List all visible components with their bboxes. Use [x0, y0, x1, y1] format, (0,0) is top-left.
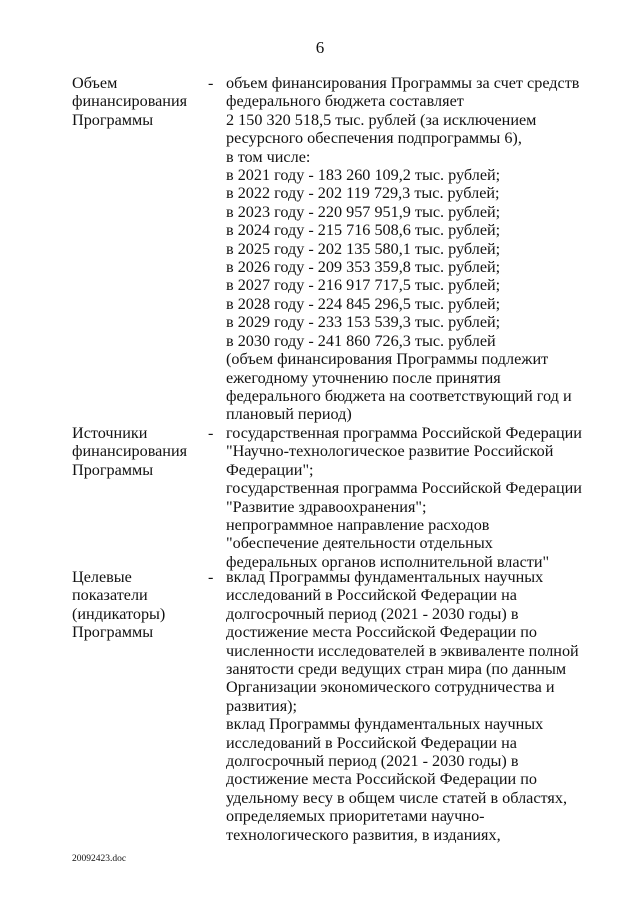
content-line: непрограммное направление расходов — [226, 516, 490, 535]
content-line: Федерации"; — [226, 460, 314, 479]
label-line: (индикаторы) — [72, 604, 166, 623]
label-line: финансирования — [72, 442, 188, 461]
label-line: Объем — [72, 74, 118, 92]
label-line: показатели — [72, 586, 148, 605]
content-line: достижение места Российской Федерации по — [226, 623, 537, 642]
content-line: в 2026 году - 209 353 359,8 тыс. рублей; — [226, 258, 501, 277]
content-line: определяемых приоритетами научно- — [226, 807, 485, 826]
label-line: Программы — [72, 460, 154, 479]
content-line: "обеспечение деятельности отдельных — [226, 534, 493, 553]
content-line: плановый период) — [226, 405, 352, 424]
content-line: вклад Программы фундаментальных научных — [226, 715, 544, 734]
section-dash: - — [208, 568, 214, 586]
content-line: численности исследователей в эквиваленте полной — [226, 641, 579, 660]
content-line: долгосрочный период (2021 - 2030 годы) в — [226, 604, 519, 623]
content-line: удельному весу в общем числе статей в областях, — [226, 788, 567, 807]
content-line: развития); — [226, 696, 298, 715]
section-dash: - — [208, 74, 214, 92]
label-line: Программы — [72, 623, 154, 642]
content-line: (объем финансирования Программы подлежит — [226, 350, 549, 369]
content-line: в 2022 году - 202 119 729,3 тыс. рублей; — [226, 184, 500, 203]
content-line: ресурсного обеспечения подпрограммы 6), — [226, 129, 522, 148]
content-line: достижение места Российской Федерации по — [226, 770, 537, 789]
label-line: финансирования — [72, 92, 188, 111]
label-line: Источники — [72, 424, 148, 442]
document-filename-footer: 20092423.doc — [72, 854, 127, 864]
content-line: "Развитие здравоохранения"; — [226, 497, 427, 516]
content-line: технологического развития, в изданиях, — [226, 825, 501, 844]
content-line: в 2027 году - 216 917 717,5 тыс. рублей; — [226, 276, 501, 295]
label-line: Программы — [72, 110, 154, 129]
section-label — [72, 568, 202, 642]
content-line: ежегодному уточнению после принятия — [226, 368, 501, 387]
content-line: в 2025 году - 202 135 580,1 тыс. рублей; — [226, 239, 501, 258]
content-line: в 2023 году - 220 957 951,9 тыс. рублей; — [226, 202, 501, 221]
content-line: 2 150 320 518,5 тыс. рублей (за исключением — [226, 110, 537, 129]
content-line: исследований в Российской Федерации на — [226, 733, 517, 752]
section-dash: - — [208, 424, 214, 442]
section-label — [72, 74, 202, 129]
section-content — [226, 568, 596, 844]
content-line: государственная программа Российской Федерации — [226, 479, 582, 498]
content-line: федеральных органов исполнительной власти" — [226, 552, 550, 571]
content-line: в 2028 году - 224 845 296,5 тыс. рублей; — [226, 294, 501, 313]
content-line: федерального бюджета составляет — [226, 92, 464, 111]
section-content — [226, 424, 596, 571]
content-line: в 2021 году - 183 260 109,2 тыс. рублей; — [226, 166, 501, 185]
page-number: 6 — [315, 38, 325, 57]
content-line: в 2030 году - 241 860 726,3 тыс. рублей — [226, 331, 496, 350]
section-content — [226, 74, 596, 424]
content-line: в том числе: — [226, 147, 311, 166]
content-line: федерального бюджета на соответствующий год и — [226, 386, 572, 405]
content-line: "Научно-технологическое развитие Российской — [226, 442, 554, 461]
content-line: в 2029 году - 233 153 539,3 тыс. рублей; — [226, 313, 501, 332]
content-line: долгосрочный период (2021 - 2030 годы) в — [226, 752, 519, 771]
content-line: Организации экономического сотрудничества и — [226, 678, 555, 697]
content-line: в 2024 году - 215 716 508,6 тыс. рублей; — [226, 221, 501, 240]
content-line: исследований в Российской Федерации на — [226, 586, 517, 605]
content-line: занятости среди ведущих стран мира (по данным — [226, 660, 567, 679]
content-line: объем финансирования Программы за счет средств — [226, 74, 580, 92]
content-line: вклад Программы фундаментальных научных — [226, 568, 544, 586]
label-line: Целевые — [72, 568, 132, 586]
content-line: государственная программа Российской Федерации — [226, 424, 582, 442]
section-label — [72, 424, 202, 479]
